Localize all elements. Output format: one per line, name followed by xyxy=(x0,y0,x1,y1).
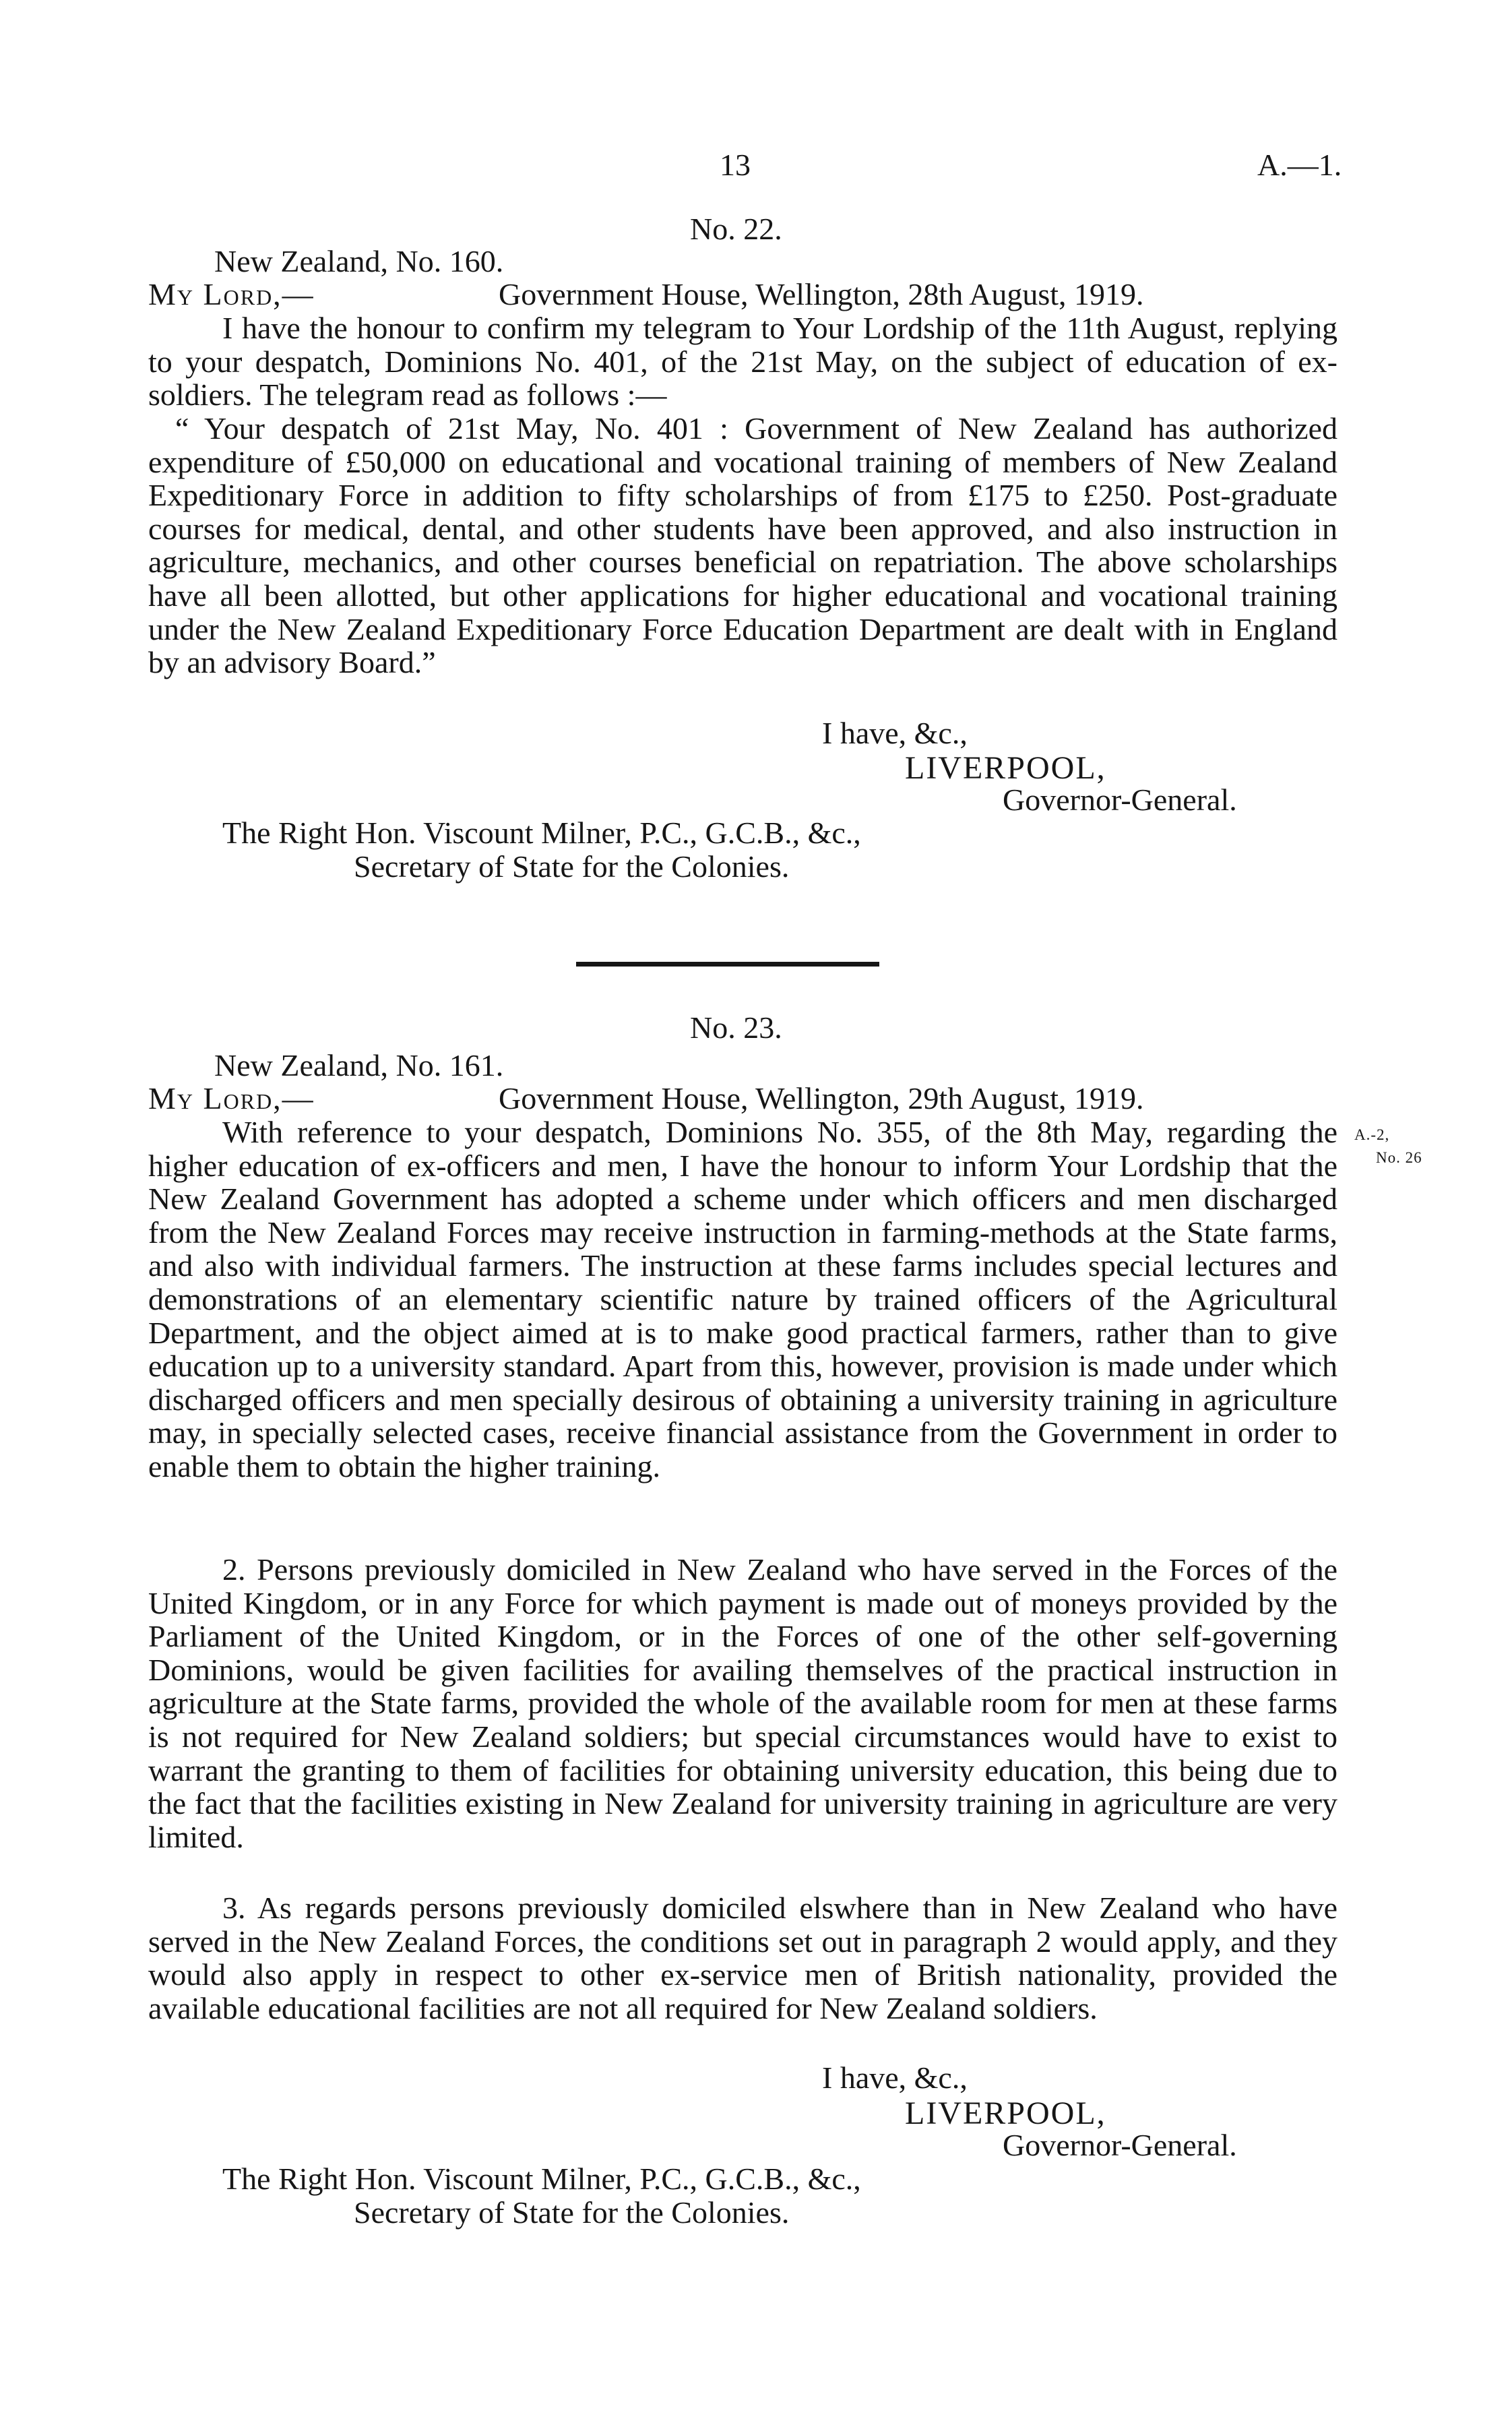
page-number: 13 xyxy=(720,148,751,182)
despatch-series: New Zealand, No. 160. xyxy=(214,244,504,278)
addressee-office: Secretary of State for the Colonies. xyxy=(354,849,790,884)
margin-reference: A.-2, xyxy=(1354,1126,1390,1143)
despatch-number: No. 22. xyxy=(690,212,782,246)
closing: I have, &c., xyxy=(822,716,968,750)
closing: I have, &c., xyxy=(822,2060,968,2095)
paragraph-3: 3. As regards persons previously domiciled elswhere than in New Zealand who have served in the New Zealand Forces, the conditions set out in paragraph 2 would apply, and they would also apply in respect to other ex-service men of British nationality, provided the available educational facilities are not all required for New Zealand soldiers. xyxy=(148,1891,1337,2025)
document-reference: A.—1. xyxy=(1257,148,1342,182)
dateline: Government House, Wellington, 28th August, 1919. xyxy=(499,277,1144,311)
dateline: Government House, Wellington, 29th August, 1919. xyxy=(499,1081,1144,1115)
margin-reference-number: No. 26 xyxy=(1376,1149,1422,1166)
telegram-quote: “ Your despatch of 21st May, No. 401 : Government of New Zealand has authorized expenditure of £50,000 on educational and vocational training of members of New Zealand Expeditionary Force in addition to fifty scholarships of from £175 to £250. Post-graduate courses for medical, dental, and other students have been approved, and also instruction in agriculture, mechanics, and other courses beneficial on repatriation. The above scholarships have all been allotted, but other applications for higher educational and vocational training under the New Zealand Expeditionary Force Education Department are dealt with in England by an advisory Board.” xyxy=(148,411,1337,680)
signatory: LIVERPOOL, xyxy=(905,750,1106,786)
addressee: The Right Hon. Viscount Milner, P.C., G.C.B., &c., xyxy=(222,2162,861,2196)
paragraph-2: 2. Persons previously domiciled in New Zealand who have served in the Forces of the United Kingdom, or in any Force for which payment is made out of moneys provided by the Parliament of the United Kingdom, or in the Forces of one of the other self-governing Dominions, would be given facilities for availing themselves of the practical instruction in agriculture at the State farms, provided the whole of the available room for men at these farms is not required for New Zealand soldiers; but special circumstances would have to exist to warrant the granting to them of facilities for obtaining university education, this being due to the fact that the facilities existing in New Zealand for university training in agriculture are very limited. xyxy=(148,1552,1337,1854)
despatch-number: No. 23. xyxy=(690,1010,782,1045)
salutation: My Lord,— xyxy=(148,1081,315,1115)
despatch-series: New Zealand, No. 161. xyxy=(214,1048,504,1082)
section-divider xyxy=(576,962,879,967)
intro-paragraph: I have the honour to confirm my telegram to Your Lordship of the 11th August, replying to your despatch, Dominions No. 401, of the 21st May, on the subject of education of ex-soldiers. The telegram read as follows :— xyxy=(148,311,1337,412)
signatory-title: Governor-General. xyxy=(1003,2128,1237,2162)
salutation: My Lord,— xyxy=(148,277,315,311)
addressee: The Right Hon. Viscount Milner, P.C., G.C.B., &c., xyxy=(222,816,861,850)
signatory: LIVERPOOL, xyxy=(905,2095,1106,2131)
addressee-office: Secretary of State for the Colonies. xyxy=(354,2195,790,2230)
paragraph-1: With reference to your despatch, Dominions No. 355, of the 8th May, regarding the higher education of ex-officers and men, I have the honour to inform Your Lordship that the New Zealand Government has adopted a scheme under which officers and men discharged from the New Zealand Forces may receive instruction in farming-methods at the State farms, and also with individual farmers. The instruction at these farms includes special lectures and demonstrations of an elementary scientific nature by trained officers of the Agricultural Department, and the object aimed at is to make good practical farmers, rather than to give education up to a university standard. Apart from this, however, provision is made under which discharged officers and men specially desirous of obtaining a university training in agriculture may, in specially selected cases, receive financial assistance from the Government in order to enable them to obtain the higher training. xyxy=(148,1115,1337,1483)
signatory-title: Governor-General. xyxy=(1003,783,1237,817)
